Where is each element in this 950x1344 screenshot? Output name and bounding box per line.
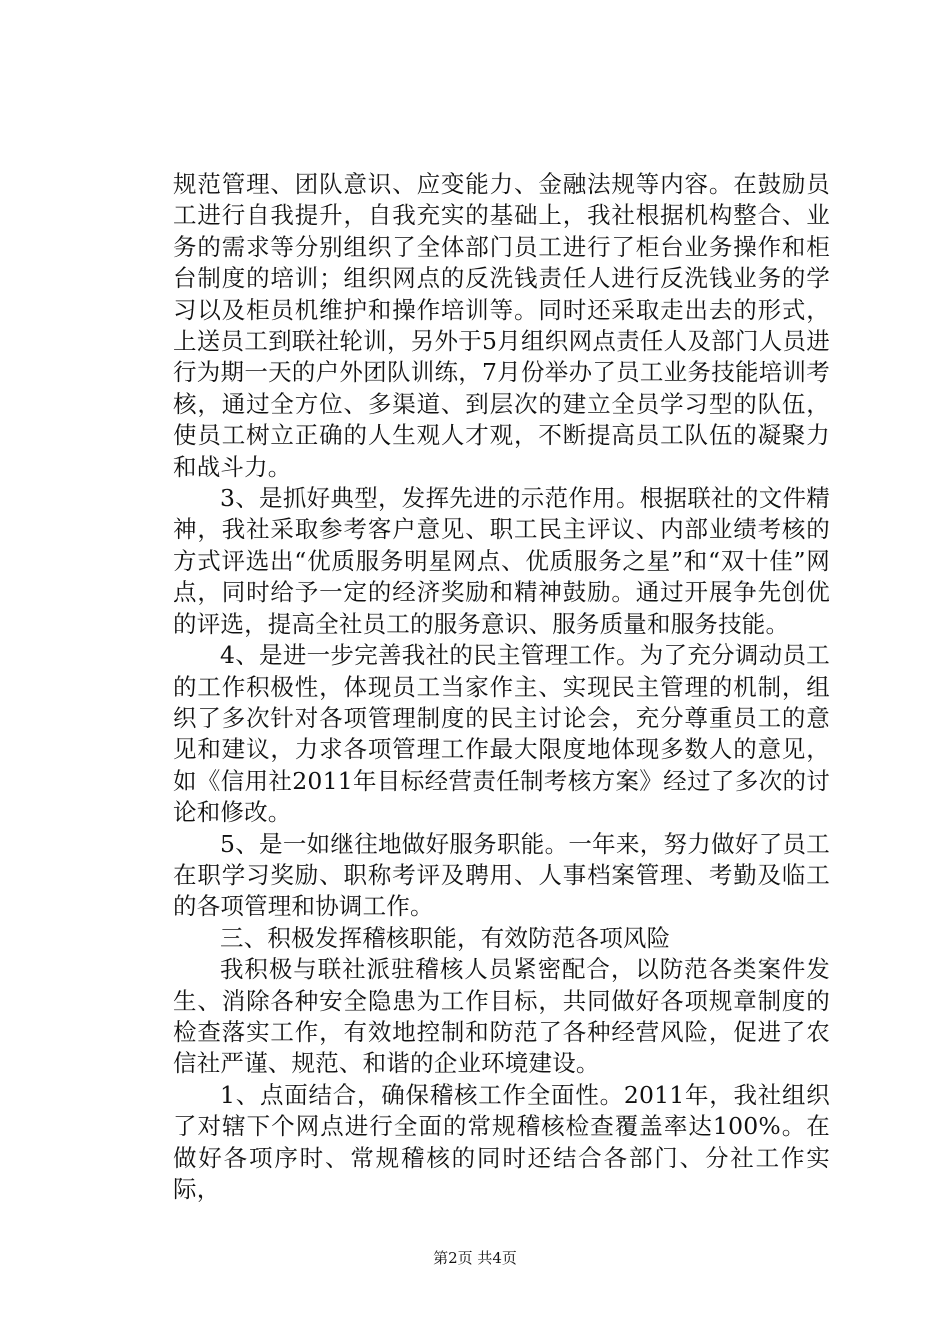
document-body [173,169,830,1205]
section-heading-3: 三、积极发挥稽核职能，有效防范各项风险 [220,923,671,952]
paragraph-audit-item-1: 1、点面结合，确保稽核工作全面性。2011年，我社组织了对辖下个网点进行全面的常规稽核检查覆盖率达100%。在做好各项序时、常规稽核的同时还结合各部门、分社工作实际， [173,1080,830,1203]
paragraph-training: 规范管理、团队意识、应变能力、金融法规等内容。在鼓励员工进行自我提升，自我充实的基础上，我社根据机构整合、业务的需求等分别组织了全体部门员工进行了柜台业务操作和柜台制度的培训；组织网点的反洗钱责任人进行反洗钱业务的学习以及柜员机维护和操作培训等。同时还采取走出去的形式，上送员工到联社轮训，另外于5月组织网点责任人及部门人员进行为期一天的户外团队训练，7月份举办了员工业务技能培训考核，通过全方位、多渠道、到层次的建立全员学习型的队伍，使员工树立正确的人生观人才观，不断提高员工队伍的凝聚力和战斗力。 [173,170,830,481]
paragraph-item-3: 3、是抓好典型，发挥先进的示范作用。根据联社的文件精神，我社采取参考客户意见、职工民主评议、内部业绩考核的方式评选出“优质服务明星网点、优质服务之星”和“双十佳”网点，同时给予一定的经济奖励和精神鼓励。通过开展争先创优的评选，提高全社员工的服务意识、服务质量和服务技能。 [173,484,830,638]
paragraph-audit-intro: 我积极与联社派驻稽核人员紧密配合，以防范各类案件发生、消除各种安全隐患为工作目标，共同做好各项规章制度的检查落实工作，有效地控制和防范了各种经营风险，促进了农信社严谨、规范、和谐的企业环境建设。 [173,955,830,1078]
paragraph-item-5: 5、是一如继往地做好服务职能。一年来，努力做好了员工在职学习奖励、职称考评及聘用、人事档案管理、考勤及临工的各项管理和协调工作。 [173,829,830,921]
page-footer: 第2页 共4页 [433,1249,517,1267]
paragraph-item-4: 4、是进一步完善我社的民主管理工作。为了充分调动员工的工作积极性，体现员工当家作主、实现民主管理的机制，组织了多次针对各项管理制度的民主讨论会，充分尊重员工的意见和建议，力求各项管理工作最大限度地体现多数人的意见，如《信用社2011年目标经营责任制考核方案》经过了多次的讨论和修改。 [173,641,830,827]
